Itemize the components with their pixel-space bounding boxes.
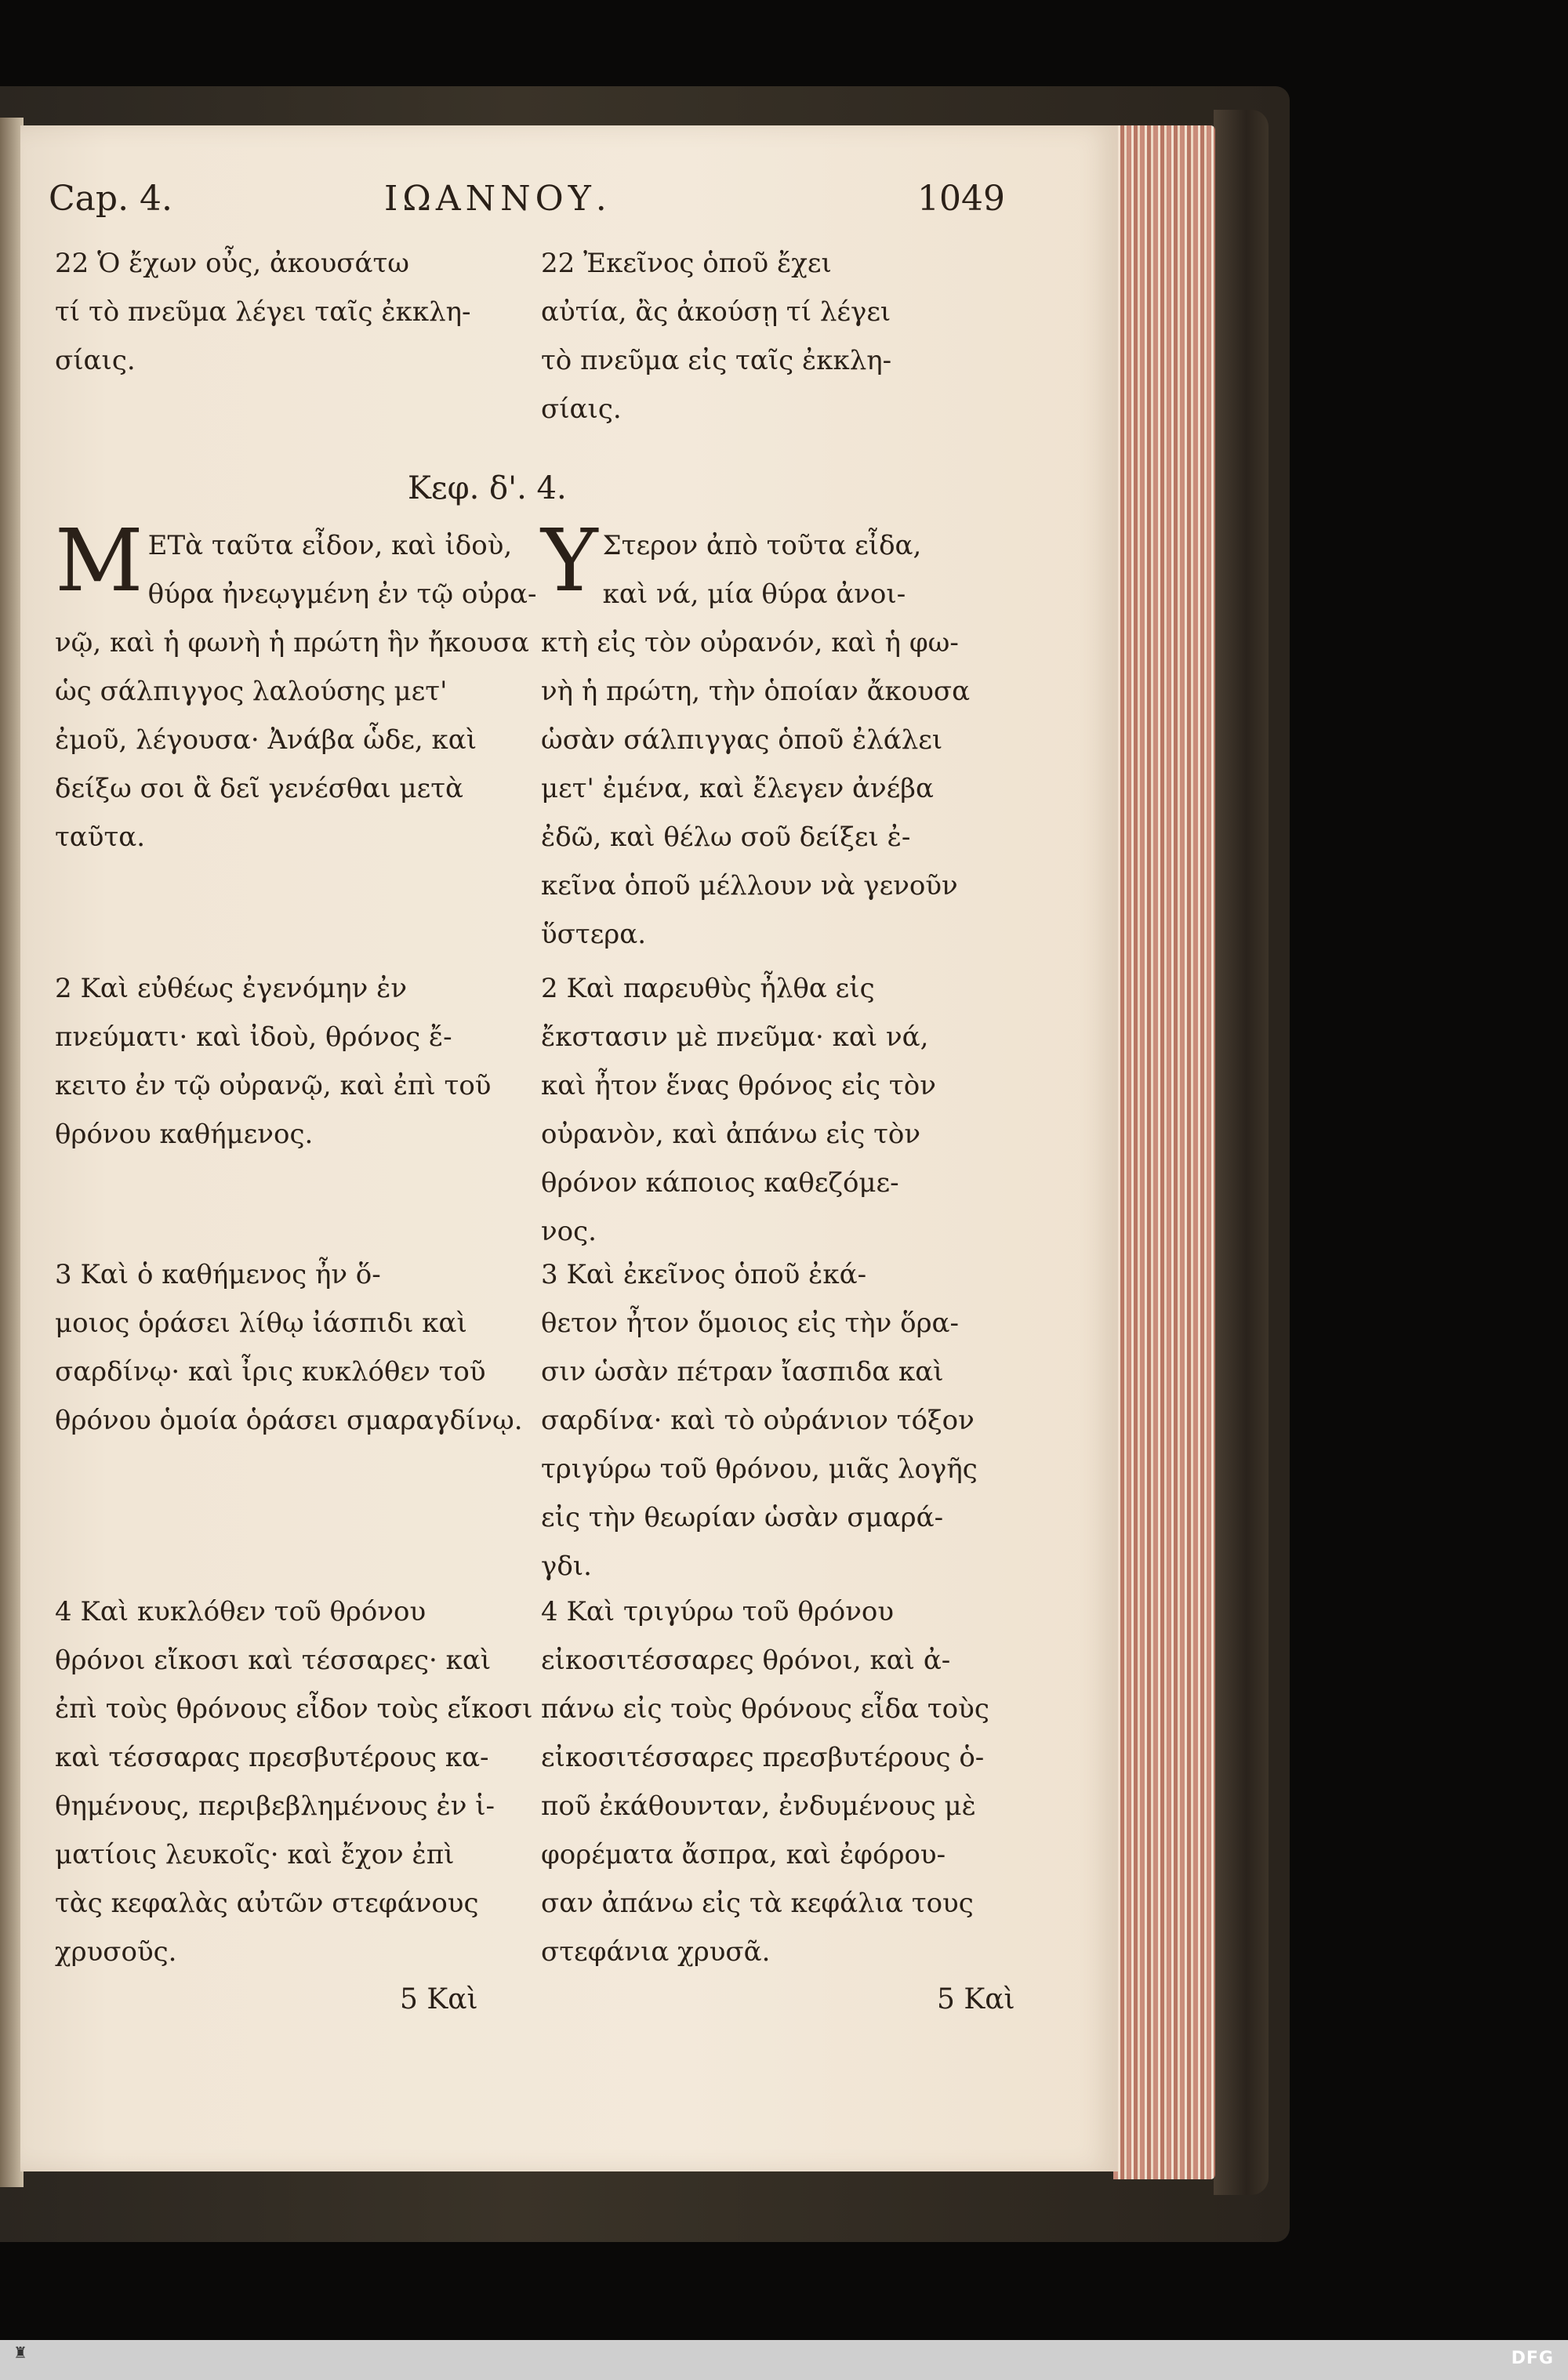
text-line: φορέματα ἄσπρα, καὶ ἐφόρου- [541, 1839, 946, 1870]
library-emblem-icon: ♜ [13, 2343, 27, 2362]
text-line: ποῦ ἐκάθουνταν, ἐνδυμένους μὲ [541, 1790, 976, 1822]
text-line: 22 Ὁ ἔχων οὖς, ἀκουσάτω [55, 248, 409, 279]
text-line: ματίοις λευκοῖς· καὶ ἔχον ἐπὶ [55, 1839, 455, 1870]
library-logo-icon [5, 2344, 36, 2375]
text-line: ἐδῶ, καὶ θέλω σοῦ δείξει ἐ- [541, 822, 911, 853]
catchword-right: 5 Καὶ [937, 1983, 1015, 2015]
text-line: ὕστερα. [541, 919, 647, 950]
drop-capital: Υ [541, 510, 598, 611]
verse-4-left [55, 1587, 532, 1976]
text-line: σαρδίνα· καὶ τὸ οὐράνιον τόξον [541, 1405, 975, 1436]
text-line: οὐρανὸν, καὶ ἀπάνω εἰς τὸν [541, 1119, 921, 1150]
text-line: γδι. [541, 1551, 592, 1582]
text-line: κτὴ εἰς τὸν οὐρανόν, καὶ ἡ φω- [541, 627, 959, 658]
chapter-heading: Κεφ. δ'. 4. [408, 470, 567, 506]
verse-2-right [541, 964, 936, 1256]
text-line: νὴ ἡ πρώτη, τὴν ὁποίαν ἄκουσα [541, 676, 971, 707]
text-line: εἰκοσιτέσσαρες θρόνοι, καὶ ἀ- [541, 1645, 951, 1676]
text-line: ἐμοῦ, λέγουσα· Ἀνάβα ὧδε, καὶ [55, 724, 477, 756]
text-line: σαν ἀπάνω εἰς τὰ κεφάλια τους [541, 1888, 974, 1919]
text-line: σιν ὡσὰν πέτραν ἴασπιδα καὶ [541, 1356, 944, 1388]
verse-3-right [541, 1250, 978, 1591]
text-line: τί τὸ πνεῦμα λέγει ταῖς ἐκκλη- [55, 296, 471, 328]
text-line: ὡσὰν σάλπιγγας ὁποῦ ἐλάλει [541, 724, 943, 756]
catchword-left: 5 Καὶ [400, 1983, 478, 2015]
verse-1-left [55, 510, 537, 862]
text-line: καὶ τέσσαρας πρεσβυτέρους κα- [55, 1742, 489, 1773]
text-line: 2 Καὶ εὐθέως ἐγενόμην ἐν [55, 973, 408, 1004]
text-line: χρυσοῦς. [55, 1936, 177, 1968]
text-line: θετον ἦτον ὅμοιος εἰς τὴν ὅρα- [541, 1308, 960, 1339]
text-line: 4 Καὶ κυκλόθεν τοῦ θρόνου [55, 1596, 426, 1627]
text-line: θρόνον κάποιος καθεζόμε- [541, 1167, 899, 1199]
text-line: Στερον ἀπὸ τοῦτα εἶδα, [602, 530, 922, 561]
text-line: θημένους, περιβεβλημένους ἐν ἱ- [55, 1790, 495, 1822]
text-line: τριγύρω τοῦ θρόνου, μιᾶς λογῆς [541, 1453, 978, 1485]
text-line: θρόνου καθήμενος. [55, 1119, 314, 1150]
text-line: μετ' ἐμένα, καὶ ἔλεγεν ἀνέβα [541, 773, 934, 804]
verse-22-right [541, 239, 891, 434]
text-line: θρόνου ὁμοία ὁράσει σμαραγδίνῳ. [55, 1405, 523, 1436]
text-line: θρόνοι εἴκοσι καὶ τέσσαρες· καὶ [55, 1645, 492, 1676]
text-line: νος. [541, 1216, 597, 1247]
drop-capital: Μ [55, 510, 143, 611]
text-line: 4 Καὶ τριγύρω τοῦ θρόνου [541, 1596, 895, 1627]
text-line: δείξω σοι ἃ δεῖ γενέσθαι μετὰ [55, 773, 463, 804]
text-line: μοιος ὁράσει λίθῳ ἰάσπιδι καὶ [55, 1308, 467, 1339]
verse-22-left [55, 239, 471, 385]
text-line: ἔκστασιν μὲ πνεῦμα· καὶ νά, [541, 1021, 929, 1053]
page-edges [1113, 125, 1215, 2179]
text-line: τὰς κεφαλὰς αὐτῶν στεφάνους [55, 1888, 479, 1919]
text-line: κειτο ἐν τῷ οὐρανῷ, καὶ ἐπὶ τοῦ [55, 1070, 492, 1101]
verse-1-right [541, 510, 1043, 959]
text-line: σίαις. [541, 394, 622, 425]
text-line: 2 Καὶ παρευθὺς ἦλθα εἰς [541, 973, 875, 1004]
verse-3-left [55, 1250, 523, 1445]
text-line: αὐτία, ἂς ἀκούσῃ τί λέγει [541, 296, 891, 328]
book-board-edge [1214, 110, 1269, 2195]
text-line: ταῦτα. [55, 822, 146, 853]
text-line: πνεύματι· καὶ ἰδοὺ, θρόνος ἔ- [55, 1021, 452, 1053]
text-line: 3 Καὶ ἐκεῖνος ὁποῦ ἐκά- [541, 1259, 867, 1290]
dfg-logo: DFG [1511, 2349, 1554, 2368]
running-head-title: ΙΩΑΝΝΟΥ. [384, 179, 612, 219]
running-head-chapter: Cap. 4. [49, 179, 173, 219]
text-line: θύρα ἠνεῳγμένη ἐν τῷ οὐρα- [147, 579, 537, 610]
text-line: ἐπὶ τοὺς θρόνους εἶδον τοὺς εἴκοσι [55, 1693, 533, 1725]
text-line: εἰκοσιτέσσαρες πρεσβυτέρους ὁ- [541, 1742, 985, 1773]
text-line: τὸ πνεῦμα εἰς ταῖς ἐκκλη- [541, 345, 892, 376]
text-line: κεῖνα ὁποῦ μέλλουν νὰ γενοῦν [541, 870, 958, 902]
page-number: 1049 [917, 179, 1005, 219]
text-line: ὡς σάλπιγγος λαλούσης μετ' [55, 676, 448, 707]
text-line: πάνω εἰς τοὺς θρόνους εἶδα τοὺς [541, 1693, 989, 1725]
text-line: σαρδίνῳ· καὶ ἶρις κυκλόθεν τοῦ [55, 1356, 486, 1388]
text-line: καὶ νά, μία θύρα ἀνοι- [602, 579, 906, 610]
text-line: στεφάνια χρυσᾶ. [541, 1936, 771, 1968]
text-line: 3 Καὶ ὁ καθήμενος ἦν ὅ- [55, 1259, 381, 1290]
text-line: σίαις. [55, 345, 136, 376]
verse-4-right [541, 1587, 989, 1976]
text-line: νῷ, καὶ ἡ φωνὴ ἡ πρώτη ἣν ἤκουσα [55, 627, 529, 658]
text-line: ΕΤὰ ταῦτα εἶδον, καὶ ἰδοὺ, [147, 530, 513, 561]
verse-2-left [55, 964, 491, 1159]
viewer-footer-bar [0, 2340, 1568, 2380]
text-line: 22 Ἐκεῖνος ὁποῦ ἔχει [541, 248, 832, 279]
text-line: καὶ ἦτον ἕνας θρόνος εἰς τὸν [541, 1070, 936, 1101]
text-line: εἰς τὴν θεωρίαν ὡσὰν σμαρά- [541, 1502, 944, 1533]
